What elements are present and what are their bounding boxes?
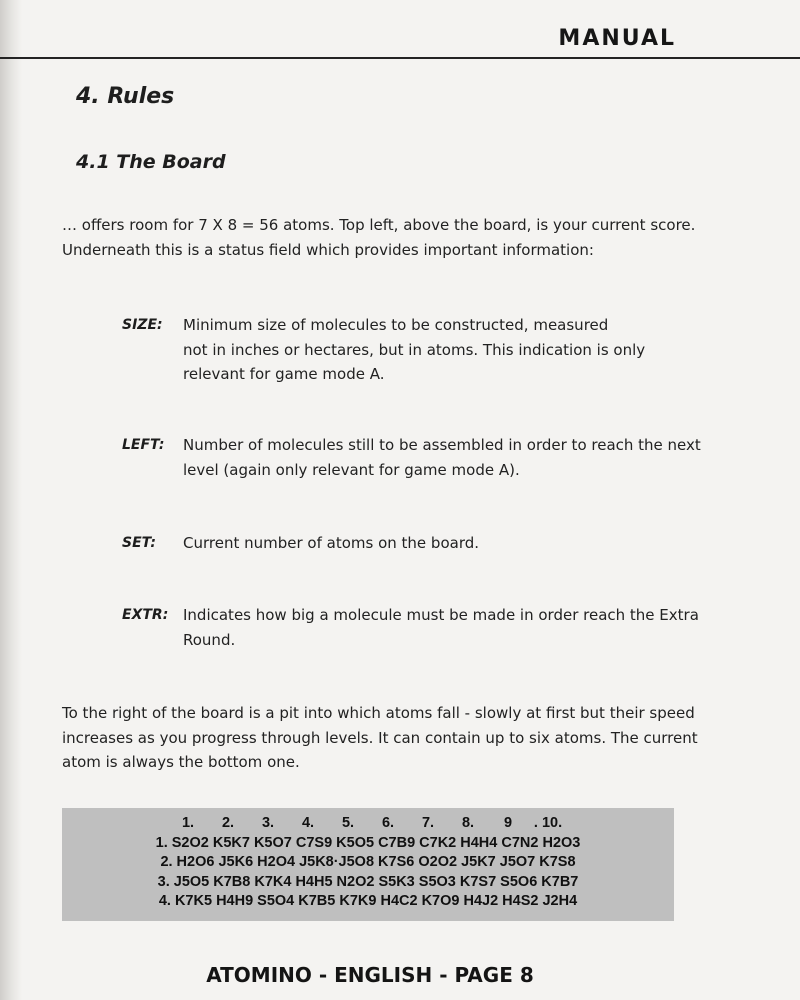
footer-text: ATOMINO - ENGLISH - PAGE 8 <box>206 963 534 987</box>
intro-paragraph <box>62 213 696 262</box>
level-code-column-header: 4. <box>301 815 315 831</box>
level-code-column-header: 9 <box>503 815 513 831</box>
level-code-row: 2. H2O6 J5K6 H2O4 J5K8·J5O8 K7S6 O2O2 J5K7 J5O7 K7S8 <box>160 854 576 871</box>
level-code-column-header: 3. <box>261 815 275 831</box>
level-code-column-header: 8. <box>461 815 475 831</box>
header-rule <box>0 57 800 59</box>
definition-line: Number of molecules still to be assembled in order to reach the next <box>183 436 701 454</box>
level-code-column-header: 5. <box>341 815 355 831</box>
definition-line: Indicates how big a molecule must be made in order reach the Extra <box>183 606 699 624</box>
level-code-column-header: 2. <box>221 815 235 831</box>
definition-text <box>183 531 703 556</box>
pit-paragraph <box>62 701 698 775</box>
definition-line: not in inches or hectares, but in atoms. This indication is only <box>183 340 646 359</box>
definition-line: Current number of atoms on the board. <box>183 534 480 552</box>
level-codes-header-row <box>62 814 674 834</box>
pit-line: atom is always the bottom one. <box>62 753 300 771</box>
level-code-column-header: 6. <box>381 815 395 831</box>
manual-header-title: MANUAL <box>558 26 676 51</box>
level-code-row: 4. K7K5 H4H9 S5O4 K7B5 K7K9 H4C2 K7O9 H4J2 H4S2 J2H4 <box>158 893 578 910</box>
level-code-column-header: 7. <box>421 815 435 831</box>
pit-line: increases as you progress through levels. It can contain up to six atoms. The current <box>62 728 698 747</box>
level-code-column-header: . 10. <box>533 815 563 831</box>
intro-line: … offers room for 7 X 8 = 56 atoms. Top left, above the board, is your current score. <box>62 216 696 234</box>
definition-term: LEFT: <box>122 437 165 453</box>
definition-text <box>183 433 703 482</box>
subsection-title: 4.1 The Board <box>76 151 226 173</box>
definition-text <box>183 603 703 652</box>
definition-term: EXTR: <box>122 607 169 623</box>
level-code-column-header: 1. <box>181 815 195 831</box>
definition-text <box>183 313 703 387</box>
page-footer <box>0 963 800 987</box>
intro-line: Underneath this is a status field which provides important information: <box>62 240 594 259</box>
definition-term: SIZE: <box>122 317 163 333</box>
definition-line: Round. <box>183 630 236 649</box>
level-code-row: 3. J5O5 K7B8 K7K4 H4H5 N2O2 S5K3 S5O3 K7S7 S5O6 K7B7 <box>157 873 579 890</box>
definition-line: relevant for game mode A. <box>183 365 385 383</box>
section-title: 4. Rules <box>76 84 175 109</box>
definition-term: SET: <box>122 535 157 551</box>
definition-line: level (again only relevant for game mode A). <box>183 460 520 479</box>
level-codes-table <box>62 814 674 912</box>
level-code-row: 1. S2O2 K5K7 K5O7 C7S9 K5O5 C7B9 C7K2 H4H4 C7N2 H2O3 <box>155 834 581 851</box>
page-binding-shadow <box>0 0 22 1000</box>
definition-line: Minimum size of molecules to be constructed, measured <box>183 316 609 334</box>
pit-line: To the right of the board is a pit into which atoms fall - slowly at first but their speed <box>62 704 695 722</box>
level-codes-box <box>62 808 674 921</box>
